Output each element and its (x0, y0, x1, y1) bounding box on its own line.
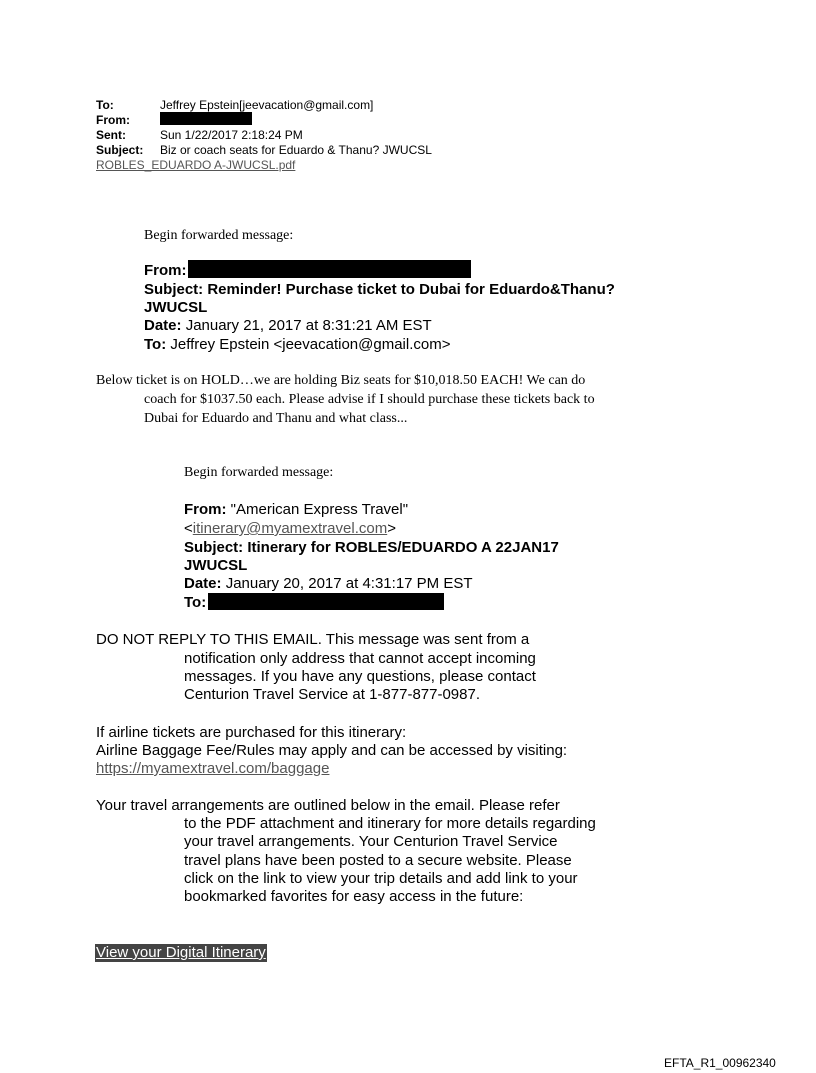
fwd1-date (144, 317, 432, 335)
header-to (96, 98, 373, 113)
fwd2-from-open: < (184, 520, 193, 537)
arrangements-line6: bookmarked favorites for easy access in the future: (184, 888, 524, 905)
to-label: To: (96, 98, 114, 112)
header-sent (96, 128, 303, 143)
fwd2-date (184, 575, 473, 593)
fwd1-to-value: Jeffrey Epstein <jeevacation@gmail.com> (170, 336, 451, 353)
fwd2-subject-line1: Subject: Itinerary for ROBLES/EDUARDO A 22JAN17 (184, 539, 559, 556)
sent-value: Sun 1/22/2017 2:18:24 PM (160, 128, 303, 142)
redaction-bar (188, 260, 471, 278)
to-value: Jeffrey Epstein[jeevacation@gmail.com] (160, 98, 374, 112)
arrangements-line3: your travel arrangements. Your Centurion Travel Service (184, 833, 558, 850)
baggage-line2: Airline Baggage Fee/Rules may apply and can be accessed by visiting: (96, 742, 568, 759)
itinerary-email-link[interactable]: itinerary@myamextravel.com (192, 520, 388, 537)
fwd2-from-label: From: (184, 501, 227, 518)
notice-line4: Centurion Travel Service at 1-877-877-0987. (184, 686, 481, 703)
fwd2-date-value: January 20, 2017 at 4:31:17 PM EST (225, 575, 473, 592)
view-itinerary-button[interactable]: View your Digital Itinerary (96, 944, 266, 961)
document-id: EFTA_R1_00962340 (664, 1056, 776, 1070)
arrangements-line2: to the PDF attachment and itinerary for more details regarding (184, 815, 596, 832)
body1-line2: coach for $1037.50 each. Please advise if I should purchase these tickets back to (144, 392, 595, 407)
attachment-link[interactable]: ROBLES_EDUARDO A-JWUCSL.pdf (96, 158, 296, 172)
body1-line1: Below ticket is on HOLD…we are holding Biz seats for $10,018.50 EACH! We can do (96, 373, 586, 388)
baggage-line1: If airline tickets are purchased for this itinerary: (96, 724, 407, 741)
fwd2-to-label: To: (184, 594, 207, 611)
notice-line2: notification only address that cannot accept incoming (184, 650, 536, 667)
notice-line1: DO NOT REPLY TO THIS EMAIL. This message was sent from a (96, 631, 530, 648)
redaction-bar (208, 593, 444, 610)
from-label: From: (96, 113, 130, 127)
fwd1-intro: Begin forwarded message: (144, 228, 294, 243)
sent-label: Sent: (96, 128, 126, 142)
fwd1-date-value: January 21, 2017 at 8:31:21 AM EST (185, 317, 432, 334)
baggage-link[interactable]: https://myamextravel.com/baggage (96, 760, 330, 777)
fwd2-from-close: > (387, 520, 396, 537)
subject-label: Subject: (96, 143, 144, 157)
fwd2-from-email (184, 520, 396, 538)
fwd1-to (144, 336, 450, 354)
fwd1-from-label: From: (144, 262, 187, 279)
header-from (96, 113, 160, 128)
fwd2-from (184, 501, 408, 519)
fwd2-intro: Begin forwarded message: (184, 465, 334, 480)
body1-line3: Dubai for Eduardo and Thanu and what class... (144, 411, 408, 426)
fwd2-date-label: Date: (184, 575, 222, 592)
arrangements-line5: click on the link to view your trip details and add link to your (184, 870, 578, 887)
fwd1-date-label: Date: (144, 317, 182, 334)
notice-line3: messages. If you have any questions, please contact (184, 668, 536, 685)
header-subject (96, 143, 432, 158)
fwd2-subject-line2: JWUCSL (184, 557, 248, 574)
arrangements-line4: travel plans have been posted to a secure website. Please (184, 852, 572, 869)
fwd2-from-value: "American Express Travel" (230, 501, 409, 518)
fwd1-subject-line2: JWUCSL (144, 299, 208, 316)
subject-value: Biz or coach seats for Eduardo & Thanu? JWUCSL (160, 143, 432, 157)
redaction-bar (160, 112, 252, 125)
arrangements-line1: Your travel arrangements are outlined below in the email. Please refer (96, 797, 560, 814)
fwd1-subject-line1: Subject: Reminder! Purchase ticket to Dubai for Eduardo&Thanu? (144, 281, 615, 298)
fwd1-to-label: To: (144, 336, 167, 353)
